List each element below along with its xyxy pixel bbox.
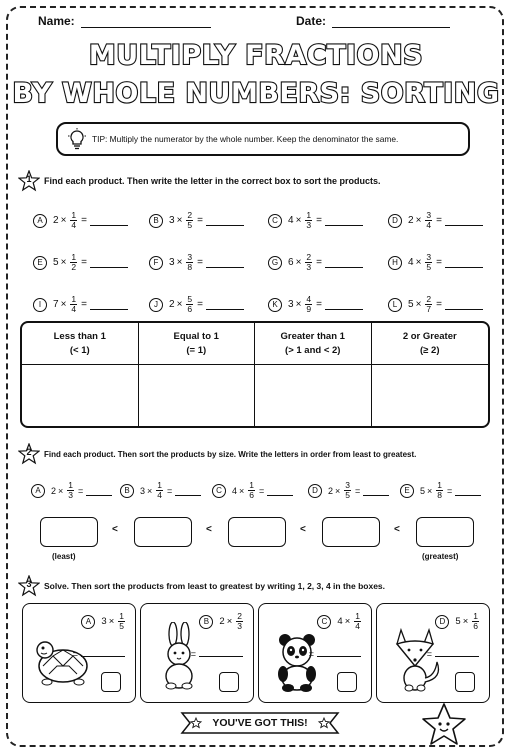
whole-number: 3 xyxy=(140,485,146,496)
problem-c xyxy=(212,481,293,500)
less-than-sign: < xyxy=(394,524,400,535)
times-sign: × xyxy=(344,616,351,627)
denominator: 5 xyxy=(426,262,432,272)
denominator: 5 xyxy=(345,490,351,500)
times-sign: × xyxy=(415,299,422,310)
date-field[interactable] xyxy=(296,14,450,28)
lightbulb-icon xyxy=(66,128,88,152)
times-sign: × xyxy=(427,485,433,496)
problem-d xyxy=(308,481,389,500)
letter-circle: B xyxy=(149,214,163,228)
letter-circle: D xyxy=(435,615,449,629)
answer-cell-less-than-1[interactable] xyxy=(22,365,139,426)
problem-i xyxy=(33,295,128,314)
times-sign: × xyxy=(60,215,67,226)
letter-circle: B xyxy=(120,484,134,498)
answer-blank[interactable] xyxy=(435,646,479,657)
answer-blank[interactable] xyxy=(445,299,483,310)
answer-cell-greater-than-1[interactable] xyxy=(255,365,372,426)
whole-number: 4 xyxy=(288,215,294,226)
answer-blank[interactable] xyxy=(325,215,363,226)
whole-number: 3 xyxy=(169,257,175,268)
denominator: 4 xyxy=(355,621,360,631)
numerator: 2 xyxy=(306,252,312,262)
fraction xyxy=(67,481,74,500)
problem-e xyxy=(33,253,128,272)
fraction xyxy=(248,481,255,500)
section-3-instruction: Solve. Then sort the products from least to greatest by writing 1, 2, 3, 4 in the boxes. xyxy=(44,581,386,591)
answer-blank[interactable] xyxy=(206,257,244,268)
whole-number: 2 xyxy=(219,616,225,627)
times-sign: × xyxy=(226,616,233,627)
order-box-5[interactable] xyxy=(416,517,474,547)
problem-card-c xyxy=(258,603,372,703)
turtle-icon xyxy=(29,622,95,696)
numerator: 3 xyxy=(426,252,432,262)
smiling-star-icon xyxy=(420,702,468,748)
fraction xyxy=(118,612,125,631)
greatest-label: (greatest) xyxy=(422,552,459,561)
numerator: 1 xyxy=(71,294,77,304)
times-sign: × xyxy=(295,257,302,268)
fraction xyxy=(186,253,193,272)
fraction xyxy=(186,295,193,314)
letter-circle: E xyxy=(400,484,414,498)
answer-cell-equal-to-1[interactable] xyxy=(139,365,256,426)
numerator: 1 xyxy=(68,480,74,490)
column-header-equal-to-1 xyxy=(139,323,256,365)
fraction xyxy=(70,295,77,314)
letter-circle: B xyxy=(199,615,213,629)
denominator: 3 xyxy=(306,220,312,230)
card-answer-line xyxy=(73,646,125,659)
letter-circle: D xyxy=(388,214,402,228)
column-header-less-than-1 xyxy=(22,323,139,365)
problem-j xyxy=(149,295,244,314)
equals-sign: = xyxy=(81,257,87,268)
title-line-1: MULTIPLY FRACTIONS xyxy=(88,40,424,71)
section-number: 1 xyxy=(26,174,32,184)
name-line[interactable] xyxy=(81,15,211,28)
star-number-badge xyxy=(18,170,40,192)
less-than-sign: < xyxy=(300,524,306,535)
title-line-2: BY WHOLE NUMBERS: SORTING xyxy=(12,78,500,109)
whole-number: 3 xyxy=(288,299,294,310)
column-range: (= 1) xyxy=(186,344,207,356)
letter-circle: C xyxy=(212,484,226,498)
equals-sign: = xyxy=(197,257,203,268)
times-sign: × xyxy=(108,616,115,627)
letter-circle: F xyxy=(149,256,163,270)
numerator: 3 xyxy=(426,210,432,220)
answer-blank[interactable] xyxy=(325,299,363,310)
answer-blank[interactable] xyxy=(445,257,483,268)
fraction xyxy=(305,211,312,230)
denominator: 3 xyxy=(237,621,242,631)
panda-icon xyxy=(265,622,331,696)
equals-sign: = xyxy=(355,485,361,496)
letter-circle: A xyxy=(81,615,95,629)
denominator: 4 xyxy=(157,490,163,500)
letter-circle: A xyxy=(31,484,45,498)
denominator: 8 xyxy=(187,262,193,272)
numerator: 2 xyxy=(426,294,432,304)
whole-number: 4 xyxy=(337,616,343,627)
problem-b xyxy=(149,211,244,230)
section-number: 3 xyxy=(26,579,32,589)
problem-card-d xyxy=(376,603,490,703)
denominator: 9 xyxy=(306,304,312,314)
rank-box[interactable] xyxy=(101,672,121,692)
denominator: 6 xyxy=(473,621,478,631)
whole-number: 2 xyxy=(51,485,57,496)
problem-l xyxy=(388,295,483,314)
times-sign: × xyxy=(295,299,302,310)
fraction xyxy=(354,612,361,631)
equals-sign: = xyxy=(197,299,203,310)
section-3-header xyxy=(18,575,385,597)
numerator: 4 xyxy=(306,294,312,304)
fraction xyxy=(436,481,443,500)
fraction xyxy=(70,211,77,230)
whole-number: 6 xyxy=(288,257,294,268)
rank-box[interactable] xyxy=(219,672,239,692)
order-box-4[interactable] xyxy=(322,517,380,547)
letter-circle: L xyxy=(388,298,402,312)
equals-sign: = xyxy=(436,299,442,310)
answer-blank[interactable] xyxy=(325,257,363,268)
problem-h xyxy=(388,253,483,272)
letter-circle: J xyxy=(149,298,163,312)
whole-number: 5 xyxy=(420,485,426,496)
denominator: 2 xyxy=(71,262,77,272)
problem-f xyxy=(149,253,244,272)
denominator: 3 xyxy=(306,262,312,272)
numerator: 1 xyxy=(71,210,77,220)
whole-number: 7 xyxy=(53,299,59,310)
whole-number: 3 xyxy=(101,616,107,627)
column-title: Greater than 1 xyxy=(280,330,345,342)
whole-number: 4 xyxy=(408,257,414,268)
answer-blank[interactable] xyxy=(86,485,112,496)
times-sign: × xyxy=(60,257,67,268)
banner-text: YOU'VE GOT THIS! xyxy=(212,717,308,729)
card-answer-line xyxy=(309,646,361,659)
whole-number: 2 xyxy=(53,215,59,226)
least-label: (least) xyxy=(52,552,76,561)
numerator: 5 xyxy=(187,294,193,304)
times-sign: × xyxy=(176,257,183,268)
times-sign: × xyxy=(415,215,422,226)
times-sign: × xyxy=(415,257,422,268)
order-box-2[interactable] xyxy=(134,517,192,547)
denominator: 4 xyxy=(426,220,432,230)
times-sign: × xyxy=(176,215,183,226)
sort-table xyxy=(20,321,490,428)
answer-blank[interactable] xyxy=(455,485,481,496)
problem-d xyxy=(388,211,483,230)
star-number-badge xyxy=(18,575,40,597)
numerator: 2 xyxy=(187,210,193,220)
card-expression xyxy=(199,612,245,631)
column-range: (< 1) xyxy=(69,344,90,356)
equals-sign: = xyxy=(259,485,265,496)
whole-number: 5 xyxy=(53,257,59,268)
numerator: 1 xyxy=(437,480,443,490)
letter-circle: K xyxy=(268,298,282,312)
whole-number: 2 xyxy=(328,485,334,496)
section-1-header xyxy=(18,170,381,192)
denominator: 4 xyxy=(71,304,77,314)
equals-sign: = xyxy=(308,649,314,659)
column-header-greater-than-1 xyxy=(255,323,372,365)
whole-number: 2 xyxy=(408,215,414,226)
numerator: 1 xyxy=(355,611,360,621)
equals-sign: = xyxy=(316,299,322,310)
equals-sign: = xyxy=(316,215,322,226)
problem-g xyxy=(268,253,363,272)
equals-sign: = xyxy=(78,485,84,496)
order-box-3[interactable] xyxy=(228,517,286,547)
letter-circle: A xyxy=(33,214,47,228)
section-2-header xyxy=(18,443,416,465)
numerator: 3 xyxy=(187,252,193,262)
times-sign: × xyxy=(60,299,67,310)
column-range: (> 1 and < 2) xyxy=(285,344,341,356)
times-sign: × xyxy=(462,616,469,627)
answer-cell-2-or-greater[interactable] xyxy=(372,365,489,426)
fraction xyxy=(70,253,77,272)
encouragement-banner xyxy=(180,711,340,735)
equals-sign: = xyxy=(316,257,322,268)
letter-circle: D xyxy=(308,484,322,498)
section-number: 2 xyxy=(26,447,32,457)
problem-b xyxy=(120,481,201,500)
whole-number: 5 xyxy=(455,616,461,627)
tip-text: TIP: Multiply the numerator by the whole number. Keep the denominator the same. xyxy=(92,134,399,144)
denominator: 6 xyxy=(249,490,255,500)
problem-c xyxy=(268,211,363,230)
column-title: Equal to 1 xyxy=(173,330,219,342)
problem-e xyxy=(400,481,481,500)
bunny-icon xyxy=(147,622,213,696)
rank-box[interactable] xyxy=(455,672,475,692)
answer-blank[interactable] xyxy=(206,299,244,310)
denominator: 5 xyxy=(119,621,124,631)
answer-blank[interactable] xyxy=(445,215,483,226)
whole-number: 5 xyxy=(408,299,414,310)
equals-sign: = xyxy=(81,215,87,226)
problem-card-a xyxy=(22,603,136,703)
equals-sign: = xyxy=(436,215,442,226)
card-expression xyxy=(81,612,127,631)
problem-k xyxy=(268,295,363,314)
times-sign: × xyxy=(295,215,302,226)
equals-sign: = xyxy=(447,485,453,496)
section-1-instruction: Find each product. Then write the letter in the correct box to sort the products. xyxy=(44,176,381,186)
letter-circle: C xyxy=(268,214,282,228)
fraction xyxy=(186,211,193,230)
denominator: 6 xyxy=(187,304,193,314)
whole-number: 2 xyxy=(169,299,175,310)
numerator: 1 xyxy=(473,611,478,621)
answer-blank[interactable] xyxy=(363,485,389,496)
denominator: 4 xyxy=(71,220,77,230)
equals-sign: = xyxy=(167,485,173,496)
fraction xyxy=(425,295,432,314)
answer-blank[interactable] xyxy=(206,215,244,226)
name-field[interactable] xyxy=(38,14,211,28)
name-label: Name: xyxy=(38,14,75,28)
times-sign: × xyxy=(239,485,245,496)
numerator: 2 xyxy=(237,611,242,621)
answer-blank[interactable] xyxy=(317,646,361,657)
equals-sign: = xyxy=(190,649,196,659)
column-title: 2 or Greater xyxy=(402,330,457,342)
times-sign: × xyxy=(335,485,341,496)
times-sign: × xyxy=(58,485,64,496)
numerator: 1 xyxy=(249,480,255,490)
fraction xyxy=(305,295,312,314)
fraction xyxy=(425,211,432,230)
numerator: 1 xyxy=(119,611,124,621)
letter-circle: I xyxy=(33,298,47,312)
card-answer-line xyxy=(427,646,479,659)
denominator: 7 xyxy=(426,304,432,314)
section-2-instruction: Find each product. Then sort the products by size. Write the letters in order from least to greatest. xyxy=(44,449,417,459)
answer-blank[interactable] xyxy=(175,485,201,496)
problem-a xyxy=(33,211,128,230)
less-than-sign: < xyxy=(112,524,118,535)
problem-a xyxy=(31,481,112,500)
letter-circle: G xyxy=(268,256,282,270)
letter-circle: E xyxy=(33,256,47,270)
fraction xyxy=(156,481,163,500)
rank-box[interactable] xyxy=(337,672,357,692)
denominator: 3 xyxy=(68,490,74,500)
problem-card-b xyxy=(140,603,254,703)
card-expression xyxy=(317,612,363,631)
equals-sign: = xyxy=(436,257,442,268)
numerator: 1 xyxy=(71,252,77,262)
fraction xyxy=(236,612,243,631)
fox-icon xyxy=(383,622,449,696)
fraction xyxy=(344,481,351,500)
answer-blank[interactable] xyxy=(199,646,243,657)
card-expression xyxy=(435,612,481,631)
numerator: 1 xyxy=(306,210,312,220)
equals-sign: = xyxy=(72,649,78,659)
times-sign: × xyxy=(147,485,153,496)
star-number-badge xyxy=(18,443,40,465)
column-title: Less than 1 xyxy=(53,330,106,342)
equals-sign: = xyxy=(197,215,203,226)
denominator: 5 xyxy=(187,220,193,230)
letter-circle: C xyxy=(317,615,331,629)
date-label: Date: xyxy=(296,14,327,28)
equals-sign: = xyxy=(81,299,87,310)
fraction xyxy=(425,253,432,272)
column-range: (≥ 2) xyxy=(420,344,440,356)
answer-blank[interactable] xyxy=(267,485,293,496)
whole-number: 4 xyxy=(232,485,238,496)
fraction xyxy=(305,253,312,272)
tip-box xyxy=(56,122,470,156)
answer-blank[interactable] xyxy=(90,215,128,226)
order-box-1[interactable] xyxy=(40,517,98,547)
less-than-sign: < xyxy=(206,524,212,535)
answer-blank[interactable] xyxy=(81,646,125,657)
column-header-2-or-greater xyxy=(372,323,489,365)
fraction xyxy=(472,612,479,631)
letter-circle: H xyxy=(388,256,402,270)
equals-sign: = xyxy=(426,649,432,659)
answer-blank[interactable] xyxy=(90,257,128,268)
times-sign: × xyxy=(176,299,183,310)
card-answer-line xyxy=(191,646,243,659)
numerator: 1 xyxy=(157,480,163,490)
whole-number: 3 xyxy=(169,215,175,226)
denominator: 8 xyxy=(437,490,443,500)
date-line[interactable] xyxy=(332,15,450,28)
answer-blank[interactable] xyxy=(90,299,128,310)
numerator: 3 xyxy=(345,480,351,490)
